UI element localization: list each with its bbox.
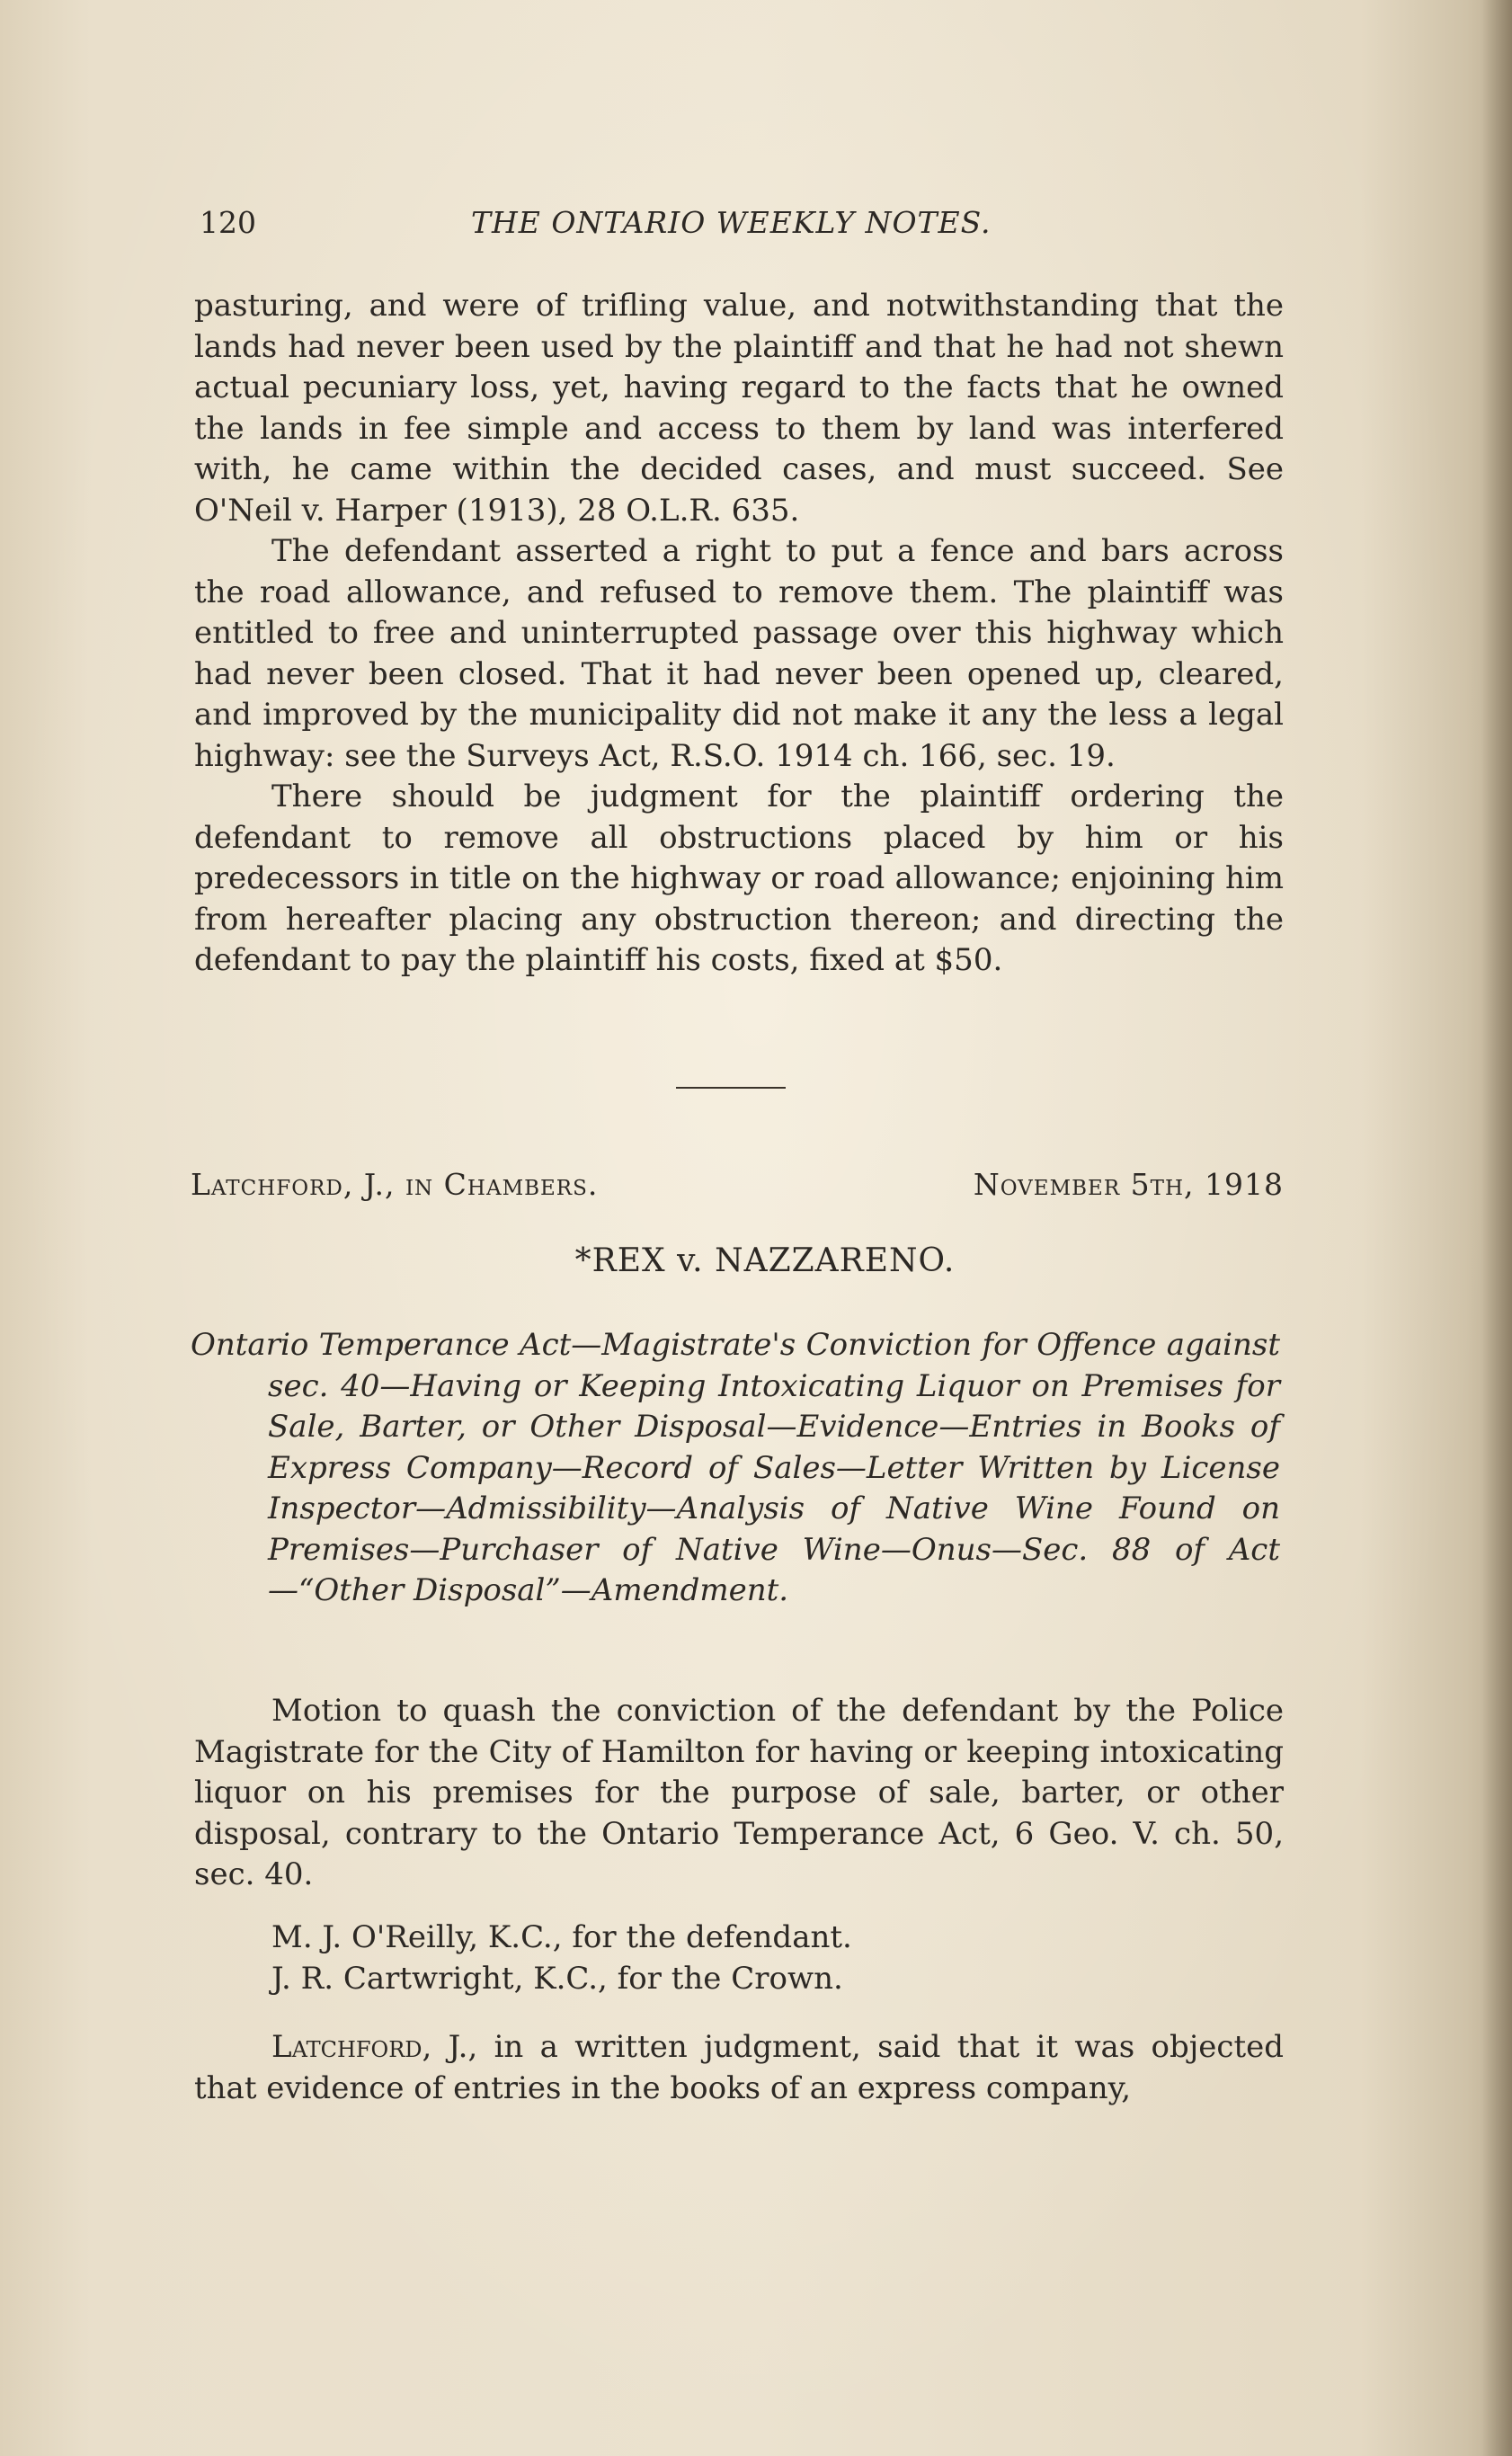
paragraph: The defendant asserted a right to put a fence and bars across the road allowance, and refused to remove them. The plaintiff was entitled to free and uninterrupted passage over this highway which had never been closed. That it had never been opened up, cleared, and improved by the municipality did not make it any the less a legal highway: see the Surveys Act, R.S.O. 1914 ch. 166, sec. 19. bbox=[194, 533, 1284, 774]
headnote bbox=[191, 1325, 1280, 1612]
running-title: THE ONTARIO WEEKLY NOTES. bbox=[471, 205, 992, 240]
headnote-text: Ontario Temperance Act—Magistrate's Conviction for Offence against sec. 40—Having or Keeping Intoxicating Liquor on Premises for Sale, Barter, or Other Disposal—Evidence—Entries in Books of Express Company—Record of Sales—Letter Written by License Inspector—Admissibility—Analysis of Native Wine Found on Premises—Purchaser of Native Wine—Onus—Sec. 88 of Act—“Other Disposal”—Amendment. bbox=[191, 1327, 1280, 1608]
case-date: November 5th, 1918 bbox=[973, 1167, 1284, 1202]
page-edge-shadow bbox=[1481, 0, 1512, 2456]
counsel-line: M. J. O'Reilly, K.C., for the defendant. bbox=[271, 1919, 852, 1955]
judgment-body: , J., in a written judgment, said that it was objected that evidence of entries in the books of an express company, bbox=[194, 2029, 1284, 2106]
judge-chambers: Latchford, J., in Chambers. bbox=[191, 1167, 599, 1202]
page-number: 120 bbox=[200, 205, 256, 240]
paragraph: There should be judgment for the plaintiff ordering the defendant to remove all obstructions placed by him or his predecessors in title on the highway or road allowance; enjoining him from hereafter placing any obstruction thereon; and directing the defendant to pay the plaintiff his costs, fixed at $50. bbox=[194, 779, 1284, 978]
paragraph: Motion to quash the conviction of the defendant by the Police Magistrate for the City of Hamilton for having or keeping intoxicating liquor on his premises for the purpose of sale, barter, or other disposal, contrary to the Ontario Temperance Act, 6 Geo. V. ch. 50, sec. 40. bbox=[194, 1693, 1284, 1892]
judge-name: Latchford bbox=[271, 2029, 422, 2065]
judgment-text bbox=[194, 2027, 1284, 2109]
counsel-list bbox=[194, 1918, 1284, 1999]
paragraph bbox=[194, 2027, 1284, 2109]
case-title: *REX v. NAZZARENO. bbox=[574, 1242, 956, 1279]
paragraph: pasturing, and were of trifling value, and notwithstanding that the lands had never been used by the plaintiff and that he had not shewn actual pecuniary loss, yet, having regard to the facts that he owned the lands in fee simple and access to them by land was interfered with, he came within the decided cases, and must succeed. See O'Neil v. Harper (1913), 28 O.L.R. 635. bbox=[194, 288, 1284, 529]
opening-text bbox=[194, 286, 1284, 982]
motion-text bbox=[194, 1691, 1284, 1896]
counsel-line: J. R. Cartwright, K.C., for the Crown. bbox=[271, 1960, 843, 1997]
page-header bbox=[200, 205, 1278, 250]
section-divider bbox=[676, 1087, 786, 1089]
